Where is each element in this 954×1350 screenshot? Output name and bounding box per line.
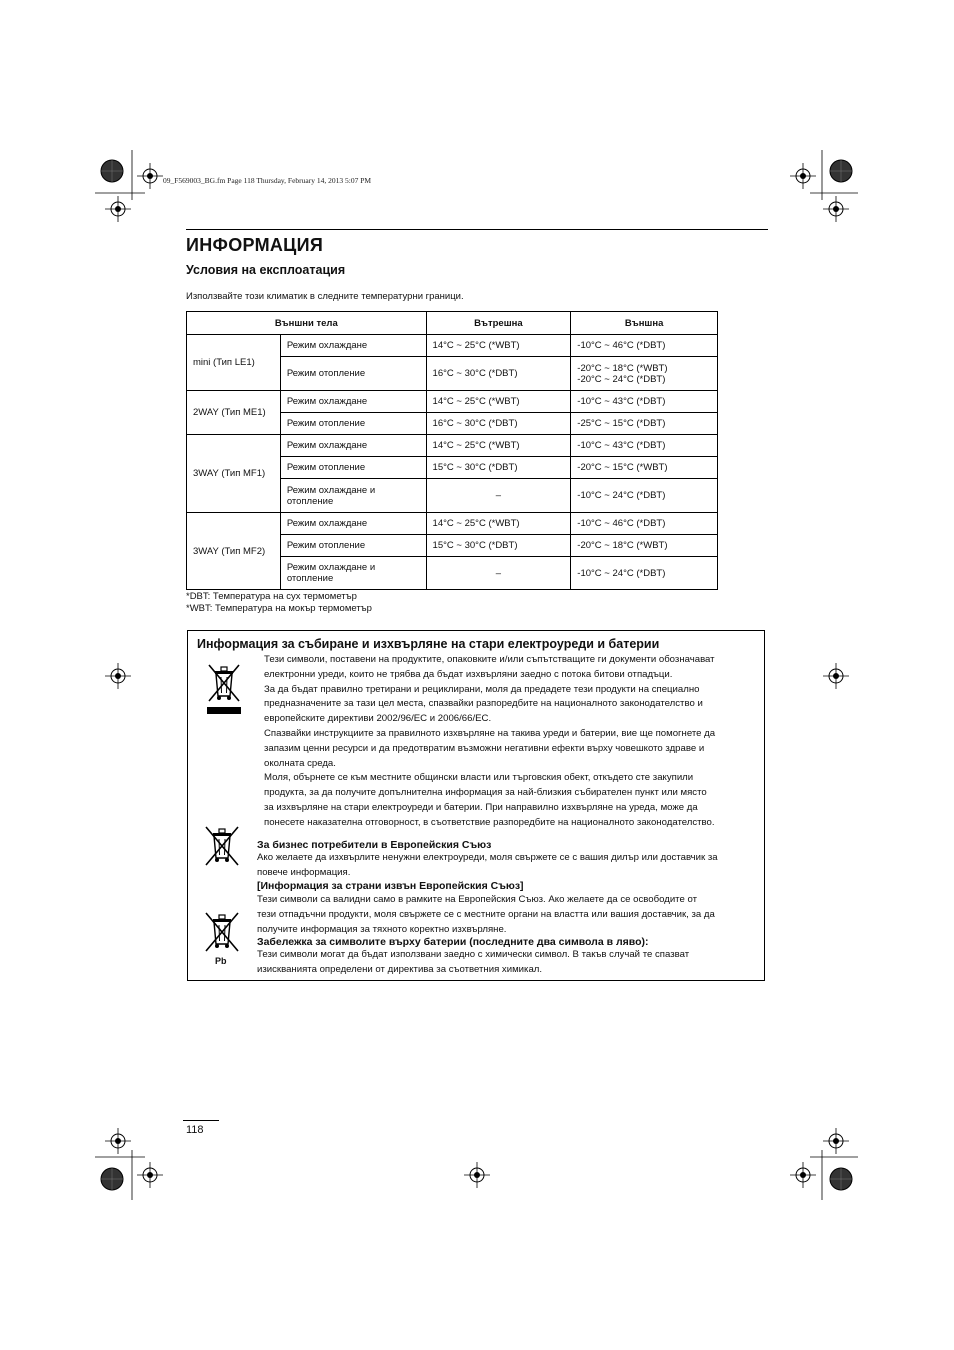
page-title: ИНФОРМАЦИЯ [186, 235, 324, 255]
text-line: За да бъдат правилно третирани и рециклирани, моля да предадете тези продукти на специално [264, 683, 700, 695]
outdoor-line: -20°C ~ 18°C (*WBT) [577, 362, 668, 374]
table-row [187, 335, 718, 357]
file-info: 09_F569003_BG.fm Page 118 Thursday, February 14, 2013 5:07 PM [163, 176, 372, 185]
business-title: За бизнес потребители в Европейския Съюз [257, 839, 492, 851]
mode-line: отопление [286, 495, 334, 507]
operating-conditions-table [186, 311, 718, 590]
note-wbt: *WBT: Температура на мокър термометър [186, 603, 372, 614]
indoor-cell: 14°C ~ 25°C (*WBT) [426, 513, 571, 535]
header-outdoor-units: Външни тела [187, 312, 427, 335]
unit-cell: mini (Тип LE1) [187, 335, 281, 391]
battery-title: Забележка за символите върху батерии (последните два символа в ляво): [257, 936, 649, 948]
indoor-cell: 15°C ~ 30°C (*DBT) [426, 457, 571, 479]
text-line: Ако желаете да изхвърлите ненужни електроуреди, моля свържете се с вашия дилър или доставчик за [257, 852, 718, 863]
text-line: Тези символи могат да бъдат използвани заедно с химически символ. В такъв случай те спазват [257, 949, 690, 960]
pb-label: Pb [215, 956, 227, 966]
text-line: за изхвърляне на стари електроуреди и батерии. При направилно изхвърляне на уреда, може да [264, 801, 698, 813]
unit-cell: 2WAY (Тип ME1) [187, 391, 281, 435]
indoor-cell: 14°C ~ 25°C (*WBT) [426, 435, 571, 457]
unit-cell: 3WAY (Тип MF2) [187, 513, 281, 590]
header-indoor: Вътрешна [426, 312, 571, 335]
page-number: 118 [186, 1124, 204, 1136]
text-line: повече информация. [257, 866, 351, 878]
indoor-cell: – [426, 557, 571, 590]
outdoor-cell: -25°C ~ 15°C (*DBT) [571, 413, 718, 435]
mode-cell [280, 479, 426, 513]
battery-text [257, 948, 689, 978]
indoor-cell: 14°C ~ 25°C (*WBT) [426, 335, 571, 357]
indoor-cell: 16°C ~ 30°C (*DBT) [426, 357, 571, 391]
mode-cell: Режим охлаждане [280, 435, 426, 457]
text-line: електронни уреди, които не трябва да бъдат изхвърляни заедно с потока битови отпадъци. [264, 668, 673, 680]
table-header-row [187, 312, 718, 335]
outside-eu-title: [Информация за страни извън Европейския Съюз] [257, 880, 524, 892]
intro-text: Използвайте този климатик в следните температурни граници. [186, 291, 464, 302]
mode-cell: Режим охлаждане [280, 391, 426, 413]
outdoor-cell: -10°C ~ 24°C (*DBT) [571, 479, 718, 513]
text-line: получите информация за тяхното коректно изхвърляне. [257, 923, 507, 935]
outdoor-cell: -10°C ~ 46°C (*DBT) [571, 335, 718, 357]
disposal-info-box [187, 630, 765, 981]
text-line: околната среда. [264, 757, 336, 769]
page-number-rule [183, 1120, 219, 1121]
weee-bin-bar-icon [204, 661, 244, 715]
top-rule [186, 229, 768, 230]
table-row [187, 513, 718, 535]
header-outdoor: Външна [571, 312, 718, 335]
mode-line: Режим охлаждане и [286, 484, 376, 496]
text-line: европейските директиви 2002/96/ЕС и 2006/66/ЕС. [264, 713, 492, 725]
outdoor-cell: -10°C ~ 43°C (*DBT) [571, 435, 718, 457]
text-line: тези отпадъчни продукти, моля свържете се с местните органи на властта или вашия доставчик, за да [257, 908, 715, 920]
mode-cell: Режим охлаждане [280, 513, 426, 535]
indoor-cell: 14°C ~ 25°C (*WBT) [426, 391, 571, 413]
battery-bin-icon [201, 911, 243, 955]
mode-cell: Режим отопление [280, 457, 426, 479]
mode-line: отопление [286, 573, 334, 584]
text-line: Спазвайки инструкциите за правилното изхвърляне на такива уреди и батерии, вие ще помогнете да [264, 727, 716, 739]
text-line: Тези символи, поставени на продуктите, опаковките и/или съпътстващите ги документи обозначават [264, 654, 715, 665]
outdoor-cell: -20°C ~ 15°C (*WBT) [571, 457, 718, 479]
text-line: изискванията определени от директива за съответния химикал. [257, 963, 543, 975]
mode-cell: Режим охлаждане [280, 335, 426, 357]
weee-bin-icon [201, 825, 243, 869]
mode-cell: Режим отопление [280, 413, 426, 435]
outdoor-cell: -10°C ~ 43°C (*DBT) [571, 391, 718, 413]
text-line: запазим ценни ресурси и да предотвратим възможни негативни ефекти върху човешкото здраве и [264, 742, 705, 754]
business-text [257, 851, 718, 881]
outdoor-cell [571, 357, 718, 391]
text-line: Тези символи са валидни само в рамките на Европейския Съюз. Ако желаете да се освободите от [257, 894, 697, 905]
outdoor-cell: -20°C ~ 18°C (*WBT) [571, 535, 718, 557]
text-line: продукта, за да получите допълнителна информация за най-близкия събирателен пункт или място [264, 787, 707, 799]
text-line: понесете наказателна отговорност, в съответствие разпоредбите на националното законодателство. [264, 816, 715, 828]
section-title: Условия на експлоатация [186, 263, 346, 277]
outdoor-line: -20°C ~ 24°C (*DBT) [577, 373, 666, 385]
indoor-cell: 15°C ~ 30°C (*DBT) [426, 535, 571, 557]
indoor-cell: – [426, 479, 571, 513]
text-line: предназначените за тази цел места, спазвайки разпоредбите на националното законодателство и [264, 698, 703, 710]
indoor-cell: 16°C ~ 30°C (*DBT) [426, 413, 571, 435]
unit-cell: 3WAY (Тип MF1) [187, 435, 281, 513]
outdoor-cell: -10°C ~ 24°C (*DBT) [571, 557, 718, 590]
outside-eu-text [257, 893, 715, 937]
mode-line: Режим охлаждане и [286, 562, 376, 573]
table-row [187, 391, 718, 413]
text-line: Моля, обърнете се към местните общински власти или търговския обект, откъдето сте закупили [264, 772, 694, 784]
table-row [187, 435, 718, 457]
mode-cell [280, 557, 426, 590]
outdoor-cell: -10°C ~ 46°C (*DBT) [571, 513, 718, 535]
disposal-paragraph [264, 653, 715, 831]
mode-cell: Режим отопление [280, 535, 426, 557]
mode-cell: Режим отопление [280, 357, 426, 391]
note-dbt: *DBT: Температура на сух термометър [186, 591, 357, 602]
disposal-title: Информация за събиране и изхвърляне на стари електроуреди и батерии [197, 637, 660, 651]
